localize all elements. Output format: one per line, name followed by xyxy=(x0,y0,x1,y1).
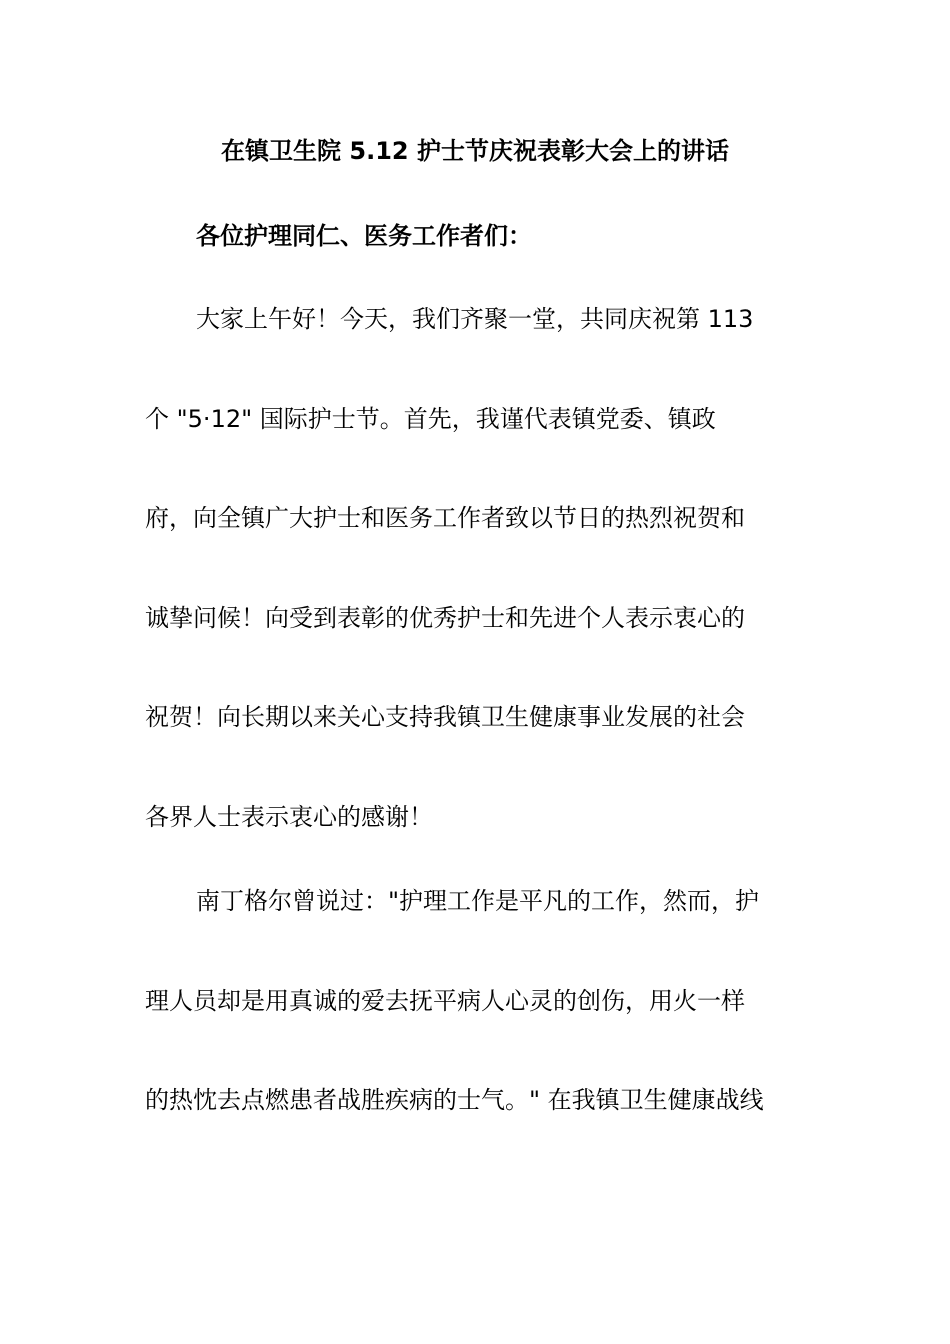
paragraph-line: 各界人士表示衷心的感谢！ xyxy=(145,803,433,831)
salutation: 各位护理同仁、医务工作者们： xyxy=(196,222,532,250)
paragraph-line: 理人员却是用真诚的爱去抚平病人心灵的创伤，用火一样 xyxy=(145,987,745,1015)
paragraph-line: 个 "5·12" 国际护士节。首先，我谨代表镇党委、镇政 xyxy=(145,405,716,433)
paragraph-line: 祝贺！向长期以来关心支持我镇卫生健康事业发展的社会 xyxy=(145,703,745,731)
paragraph-line: 诚挚问候！向受到表彰的优秀护士和先进个人表示衷心的 xyxy=(145,604,745,632)
paragraph-line: 大家上午好！今天，我们齐聚一堂，共同庆祝第 113 xyxy=(196,305,754,333)
paragraph-line: 南丁格尔曾说过："护理工作是平凡的工作，然而，护 xyxy=(196,887,760,915)
paragraph-line: 府，向全镇广大护士和医务工作者致以节日的热烈祝贺和 xyxy=(145,504,745,532)
document-title: 在镇卫生院 5.12 护士节庆祝表彰大会上的讲话 xyxy=(221,137,729,165)
paragraph-line: 的热忱去点燃患者战胜疾病的士气。" 在我镇卫生健康战线 xyxy=(145,1086,764,1114)
